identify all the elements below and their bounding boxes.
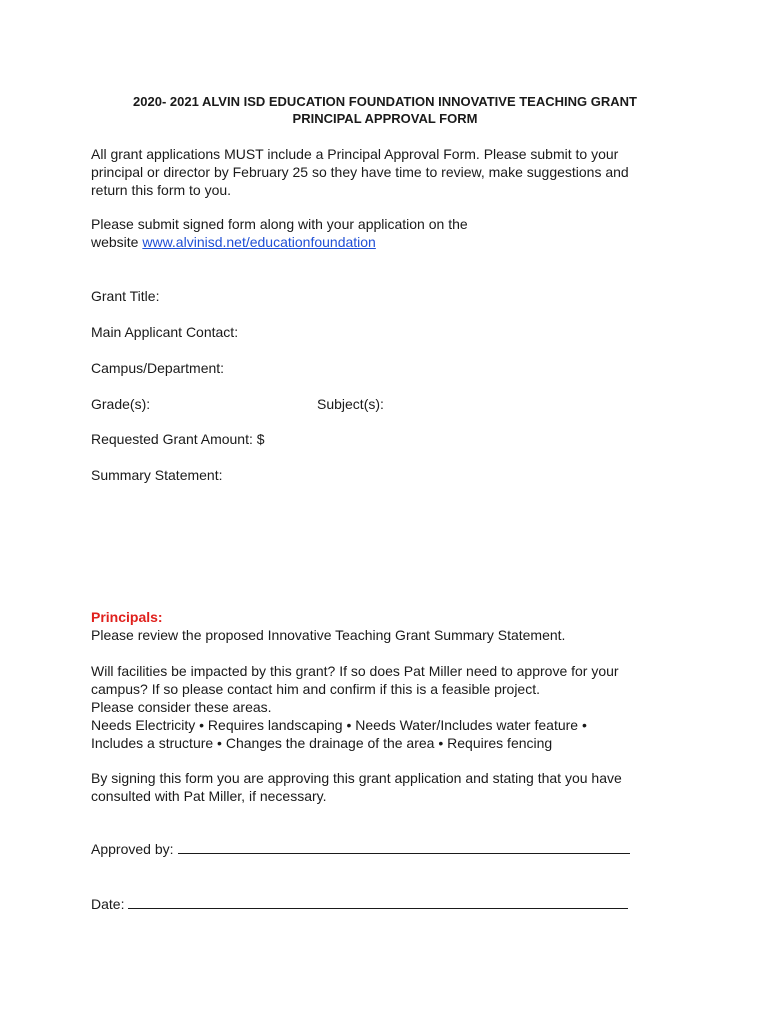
summary-statement-label: Summary Statement: [91, 467, 223, 483]
education-foundation-link[interactable]: www.alvinisd.net/educationfoundation [142, 234, 376, 250]
intro-line-3: return this form to you. [91, 182, 232, 198]
principals-heading: Principals: [91, 609, 163, 625]
intro-line-1: All grant applications MUST include a Principal Approval Form. Please submit to your [91, 146, 619, 162]
grades-label: Grade(s): [91, 396, 151, 412]
signing-line-2: consulted with Pat Miller, if necessary. [91, 788, 327, 804]
submit-line-1: Please submit signed form along with your application on the [91, 216, 468, 232]
grant-title-label: Grant Title: [91, 288, 160, 304]
requested-grant-amount-label: Requested Grant Amount: $ [91, 431, 265, 447]
form-title-line-1: 2020- 2021 ALVIN ISD EDUCATION FOUNDATION INNOVATIVE TEACHING GRANT [133, 94, 637, 109]
date-label: Date: [91, 896, 125, 912]
facilities-line-4: Needs Electricity • Requires landscaping • Needs Water/Includes water feature • [91, 717, 587, 733]
date-signature-line[interactable] [128, 896, 628, 909]
facilities-line-2: campus? If so please contact him and confirm if this is a feasible project. [91, 681, 540, 697]
signing-line-1: By signing this form you are approving this grant application and stating that you have [91, 770, 622, 786]
form-title [60, 93, 710, 127]
form-title-line-2: PRINCIPAL APPROVAL FORM [292, 111, 478, 126]
facilities-paragraph [91, 662, 691, 752]
approved-by-row [91, 840, 630, 858]
date-row [91, 895, 628, 913]
submit-line-2 [91, 233, 691, 251]
intro-line-2: principal or director by February 25 so they have time to review, make suggestions and [91, 164, 629, 180]
submit-paragraph [91, 215, 691, 251]
facilities-line-5: Includes a structure • Changes the drainage of the area • Requires fencing [91, 735, 553, 751]
main-applicant-contact-label: Main Applicant Contact: [91, 324, 239, 340]
subjects-label: Subject(s): [317, 396, 384, 412]
campus-department-label: Campus/Department: [91, 360, 225, 376]
principals-review-text: Please review the proposed Innovative Teaching Grant Summary Statement. [91, 627, 566, 643]
signing-paragraph [91, 769, 691, 805]
approved-by-label: Approved by: [91, 841, 174, 857]
facilities-line-3: Please consider these areas. [91, 699, 272, 715]
submit-line-2-prefix: website [91, 234, 143, 250]
intro-paragraph [91, 145, 691, 199]
facilities-line-1: Will facilities be impacted by this grant? If so does Pat Miller need to approve for your [91, 663, 619, 679]
approved-by-signature-line[interactable] [178, 841, 630, 854]
